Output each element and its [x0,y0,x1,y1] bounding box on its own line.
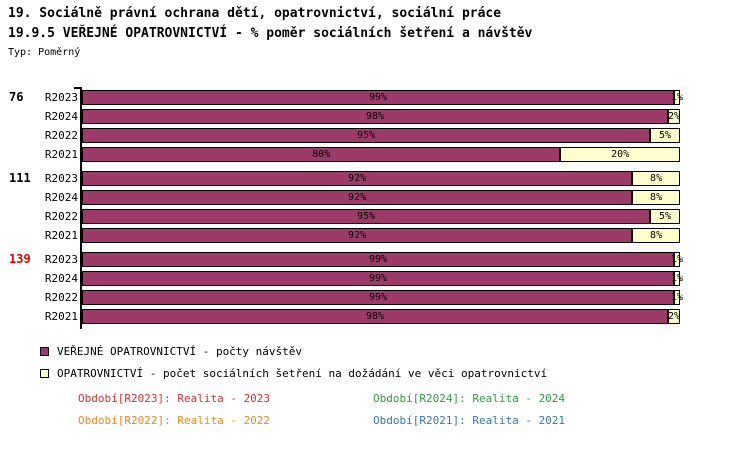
inquiries-bar-segment [668,309,680,324]
group-label: 76 [9,90,24,104]
group-label: 139 [9,252,31,266]
bar-row [0,171,750,186]
legend-item-visits [40,345,547,357]
inquiries-bar-segment [670,90,684,105]
period-label: R2024 [44,110,78,123]
bar-row [0,271,750,286]
legend-label-visits: VEŘEJNÉ OPATROVNICTVÍ - počty návštěv [57,344,303,358]
visits-bar-segment [82,290,674,305]
visits-series-swatch-icon [40,347,49,356]
visits-pct-label: 95% [357,130,376,141]
visits-bar-segment [82,228,632,243]
period-label: R2024 [44,191,78,204]
stacked-bar [82,109,680,124]
period-label: R2022 [44,210,78,223]
legend-item-inquiries [40,367,547,379]
stacked-bar [82,190,680,205]
visits-pct-label: 92% [348,192,367,203]
visits-pct-label: 99% [368,292,388,303]
visits-pct-label: 99% [368,254,388,265]
stacked-bar [82,147,680,162]
inquiries-series-swatch-icon [40,369,49,378]
inquiries-bar-segment [632,190,680,205]
inquiries-pct-label: 8% [650,192,663,203]
chart-area [0,90,750,324]
inquiries-bar-segment [670,290,684,305]
period-label: R2021 [44,148,78,161]
period-label: R2024 [44,272,78,285]
inquiries-bar-segment [650,128,680,143]
inquiries-pct-label: 1% [670,254,684,265]
inquiries-pct-label: 2% [667,111,681,122]
visits-bar-segment [82,209,650,224]
inquiries-pct-label: 8% [650,230,663,241]
bar-row [0,228,750,243]
bar-row [0,128,750,143]
legend-label-inquiries: OPATROVNICTVÍ - počet sociálních šetření na dožádání ve věci opatrovnictví [57,366,548,380]
visits-bar-segment [82,190,632,205]
period-label: R2023 [44,172,78,185]
footnote-r2021: Období[R2021]: Realita - 2021 [373,414,566,427]
bar-row [0,147,750,162]
footnote-r2022: Období[R2022]: Realita - 2022 [78,414,271,427]
visits-pct-label: 98% [365,311,385,322]
visits-pct-label: 99% [368,92,388,103]
visits-pct-label: 92% [348,230,367,241]
period-label: R2022 [44,129,78,142]
visits-bar-segment [82,309,668,324]
inquiries-pct-label: 8% [650,173,663,184]
stacked-bar [82,290,684,305]
plot-area [0,90,750,324]
footnote-r2023: Období[R2023]: Realita - 2023 [78,392,271,405]
inquiries-bar-segment [670,252,684,267]
inquiries-bar-segment [632,228,680,243]
period-label: R2023 [44,91,78,104]
stacked-bar [82,128,680,143]
period-label: R2023 [44,253,78,266]
bar-row [0,109,750,124]
stacked-bar [82,252,684,267]
bar-group [0,252,750,324]
visits-bar-segment [82,252,674,267]
visits-bar-segment [82,271,674,286]
stacked-bar [82,271,684,286]
visits-bar-segment [82,128,650,143]
inquiries-pct-label: 20% [611,149,630,160]
bar-group [0,90,750,162]
visits-pct-label: 80% [312,149,331,160]
stacked-bar [82,171,680,186]
visits-pct-label: 99% [368,273,388,284]
visits-bar-segment [82,90,674,105]
footnote-r2024: Období[R2024]: Realita - 2024 [373,392,566,405]
visits-bar-segment [82,147,560,162]
inquiries-pct-label: 5% [659,211,672,222]
period-label: R2021 [44,310,78,323]
bar-group [0,171,750,243]
inquiries-pct-label: 1% [670,92,684,103]
stacked-bar [82,209,680,224]
visits-bar-segment [82,171,632,186]
chart-title: 19. Sociálně právní ochrana dětí, opatrovnictví, sociální práce [8,6,502,21]
chart-legend [40,345,547,389]
inquiries-bar-segment [560,147,680,162]
inquiries-bar-segment [650,209,680,224]
chart-type-label: Typ: Poměrný [8,47,81,58]
period-label: R2022 [44,291,78,304]
bar-row [0,90,750,105]
visits-pct-label: 95% [357,211,376,222]
period-label: R2021 [44,229,78,242]
inquiries-bar-segment [668,109,680,124]
chart-subtitle: 19.9.5 VEŘEJNÉ OPATROVNICTVÍ - % poměr sociálních šetření a návštěv [8,26,533,41]
stacked-bar [82,90,684,105]
bar-row [0,209,750,224]
stacked-bar [82,309,680,324]
visits-pct-label: 92% [348,173,367,184]
bar-row [0,290,750,305]
period-footnotes [78,392,718,427]
inquiries-pct-label: 1% [670,273,684,284]
bar-row [0,190,750,205]
bar-row [0,309,750,324]
inquiries-pct-label: 2% [667,311,681,322]
visits-bar-segment [82,109,668,124]
visits-pct-label: 98% [365,111,385,122]
inquiries-pct-label: 5% [659,130,672,141]
group-label: 111 [9,171,31,185]
bar-row [0,252,750,267]
stacked-bar [82,228,680,243]
inquiries-bar-segment [670,271,684,286]
inquiries-pct-label: 1% [670,292,684,303]
inquiries-bar-segment [632,171,680,186]
